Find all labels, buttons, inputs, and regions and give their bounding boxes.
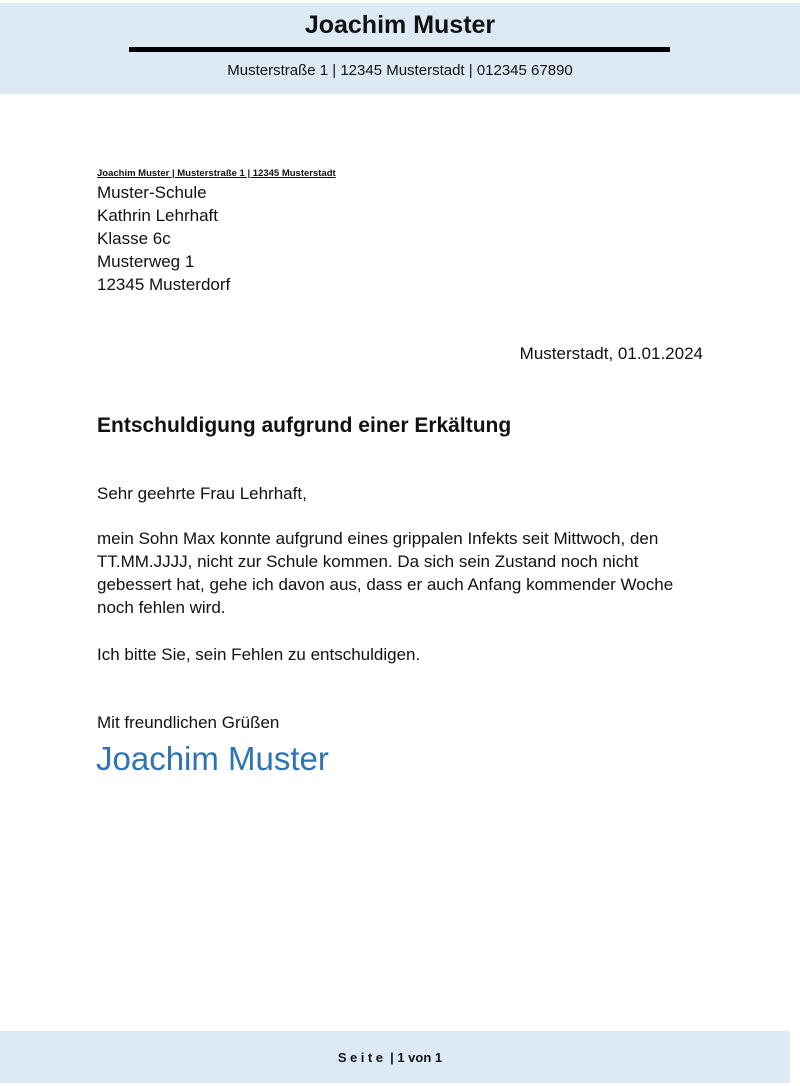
header-divider — [129, 47, 670, 52]
closing-phrase: Mit freundlichen Grüßen — [97, 713, 280, 732]
body-paragraph: Ich bitte Sie, sein Fehlen zu entschuldigen. — [97, 645, 421, 664]
recipient-line: Kathrin Lehrhaft — [97, 206, 218, 225]
sender-return-address: Joachim Muster | Musterstraße 1 | 12345 Musterstadt — [97, 168, 336, 179]
salutation: Sehr geehrte Frau Lehrhaft, — [97, 484, 307, 503]
signature: Joachim Muster — [96, 740, 329, 777]
letter-subject: Entschuldigung aufgrund einer Erkältung — [97, 414, 512, 437]
recipient-line: 12345 Musterdorf — [97, 275, 231, 294]
header-contact: Musterstraße 1 | 12345 Musterstadt | 012345 67890 — [227, 62, 573, 79]
page-separator: | — [390, 1050, 398, 1065]
recipient-line: Musterweg 1 — [97, 252, 195, 271]
page-number: 1 von 1 — [397, 1050, 443, 1065]
page-footer — [0, 1049, 780, 1067]
recipient-address — [97, 181, 230, 296]
body-paragraph: mein Sohn Max konnte aufgrund eines grippalen Infekts seit Mittwoch, den TT.MM.JJJJ, nicht zur Schule kommen. Da sich sein Zustand noch nicht gebessert hat, gehe ich davon aus, dass er auch Anfang kommender Woche noch fehlen wird. — [97, 529, 674, 617]
header-name: Joachim Muster — [304, 11, 496, 39]
recipient-line: Muster-Schule — [97, 183, 207, 202]
letter-date: Musterstadt, 01.01.2024 — [519, 344, 703, 363]
recipient-line: Klasse 6c — [97, 229, 171, 248]
page-label: Seite — [337, 1050, 387, 1065]
